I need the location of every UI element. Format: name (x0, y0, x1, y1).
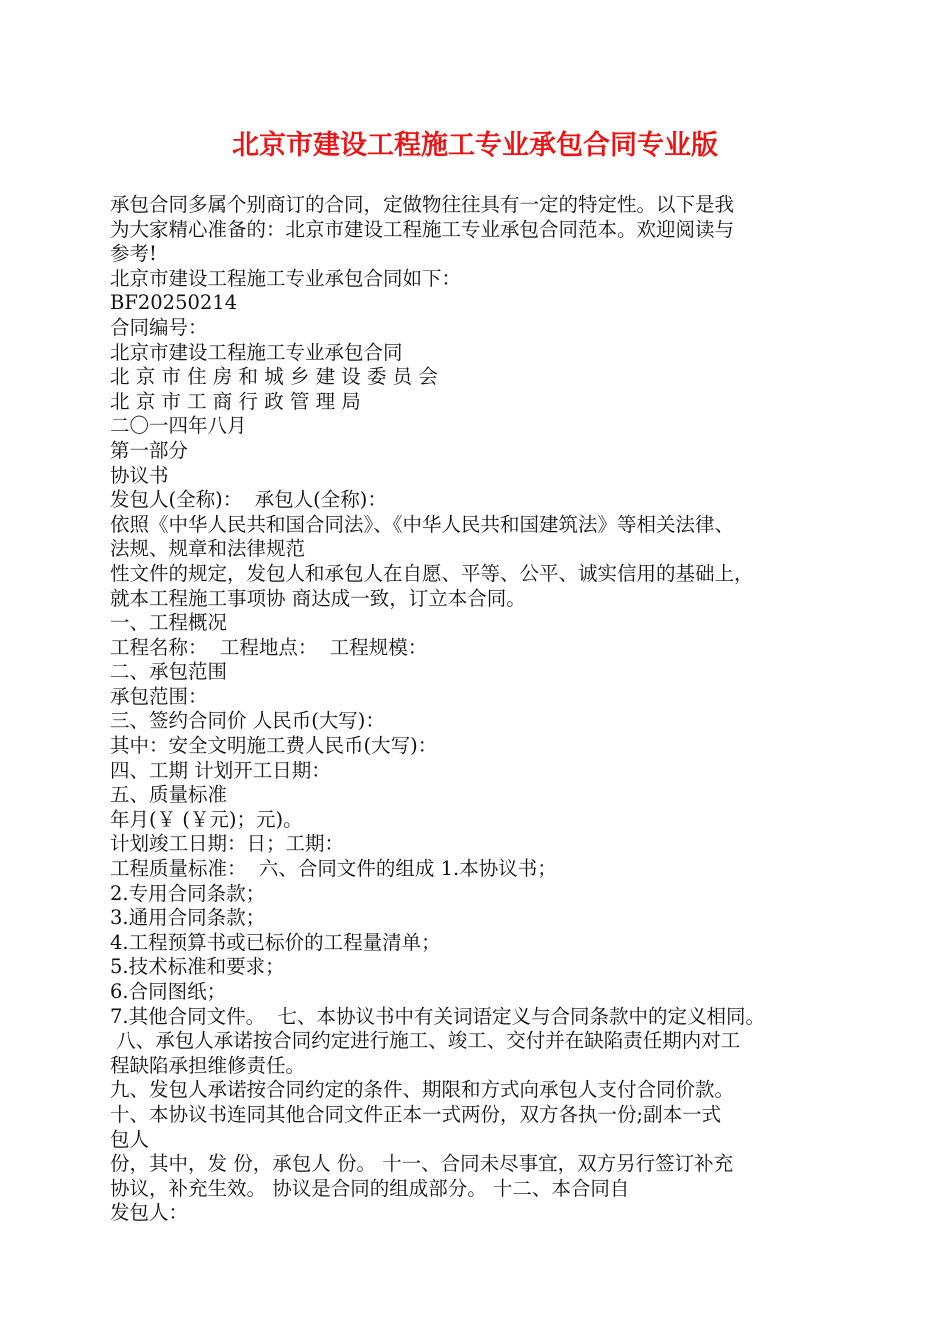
body-line: 二〇一四年八月 (110, 414, 247, 438)
section-heading: 第一部分 (110, 438, 189, 462)
list-item: 4.工程预算书或已标价的工程量清单； (110, 930, 441, 954)
body-line: 份，其中，发 份，承包人 份。 十一、合同未尽事宜，双方另行签订补充 (110, 1152, 734, 1176)
section-heading: 协议书 (110, 463, 169, 487)
body-line: 法规、规章和法律规范 (110, 537, 306, 561)
section-heading: 三、签约合同价 人民币(大写)： (110, 709, 385, 733)
document-title: 北京市建设工程施工专业承包合同专业版 (232, 130, 718, 161)
signature-label: 发包人： (110, 1201, 189, 1225)
contract-code: BF20250214 (110, 291, 238, 315)
body-line: 承包合同多属个别商订的合同，定做物往往具有一定的特定性。以下是我 (110, 193, 735, 216)
list-item: 5.技术标准和要求； (110, 955, 285, 979)
list-item: 6.合同图纸； (110, 980, 227, 1003)
body-line: 协议，补充生效。 协议是合同的组成部分。 十二、本合同自 (110, 1176, 630, 1200)
body-line: 年月(￥ (￥元)；元)。 (110, 807, 303, 831)
body-line: 八、承包人承诺按合同约定进行施工、竣工、交付并在缺陷责任期内对工 (110, 1029, 741, 1053)
body-line: 九、发包人承诺按合同约定的条件、期限和方式向承包人支付合同价款。 (110, 1078, 735, 1102)
body-line: 参考! (110, 242, 157, 266)
body-line: 北京市建设工程施工专业承包合同 (110, 340, 403, 364)
body-line: 包人 (110, 1127, 150, 1151)
section-heading: 一、工程概况 (110, 611, 228, 635)
body-line: 发包人(全称)： 承包人(全称)： (110, 488, 387, 512)
body-line: 就本工程施工事项协 商达成一致，订立本合同。 (110, 586, 526, 610)
body-line: 计划竣工日期：日；工期： (110, 832, 345, 856)
body-line: 北京市建设工程施工专业承包合同如下： (110, 266, 462, 290)
section-heading: 五、质量标准 (110, 783, 228, 807)
body-line: 程缺陷承担维修责任。 (110, 1053, 306, 1077)
body-line: 性文件的规定，发包人和承包人在自愿、平等、公平、诚实信用的基础上， (110, 561, 754, 585)
list-item: 3.通用合同条款； (110, 906, 266, 930)
list-item: 2.专用合同条款； (110, 881, 266, 905)
body-line: 其中：安全文明施工费人民币(大写)： (110, 734, 438, 758)
body-line: 承包范围： (110, 684, 208, 708)
body-line: 北 京 市 住 房 和 城 乡 建 设 委 员 会 (110, 365, 438, 389)
body-line: 工程名称： 工程地点： 工程规模： (110, 635, 428, 659)
body-line: 依照《中华人民共和国合同法》、《中华人民共和国建筑法》等相关法律、 (110, 512, 735, 536)
document-body (110, 193, 862, 1226)
section-heading: 四、工期 计划开工日期： (110, 758, 331, 782)
body-line: 工程质量标准： 六、合同文件的组成 1.本协议书； (110, 857, 557, 881)
list-item: 7.其他合同文件。 七、本协议书中有关词语定义与合同条款中的定义相同。 (110, 1004, 766, 1028)
body-line: 十、本协议书连同其他合同文件正本一式两份，双方各执一份;副本一式 (110, 1102, 722, 1126)
body-line: 北 京 市 工 商 行 政 管 理 局 (110, 389, 361, 413)
section-heading: 二、承包范围 (110, 660, 228, 684)
body-line: 为大家精心准备的：北京市建设工程施工专业承包合同范本。欢迎阅读与 (110, 217, 735, 241)
body-line: 合同编号： (110, 315, 208, 339)
